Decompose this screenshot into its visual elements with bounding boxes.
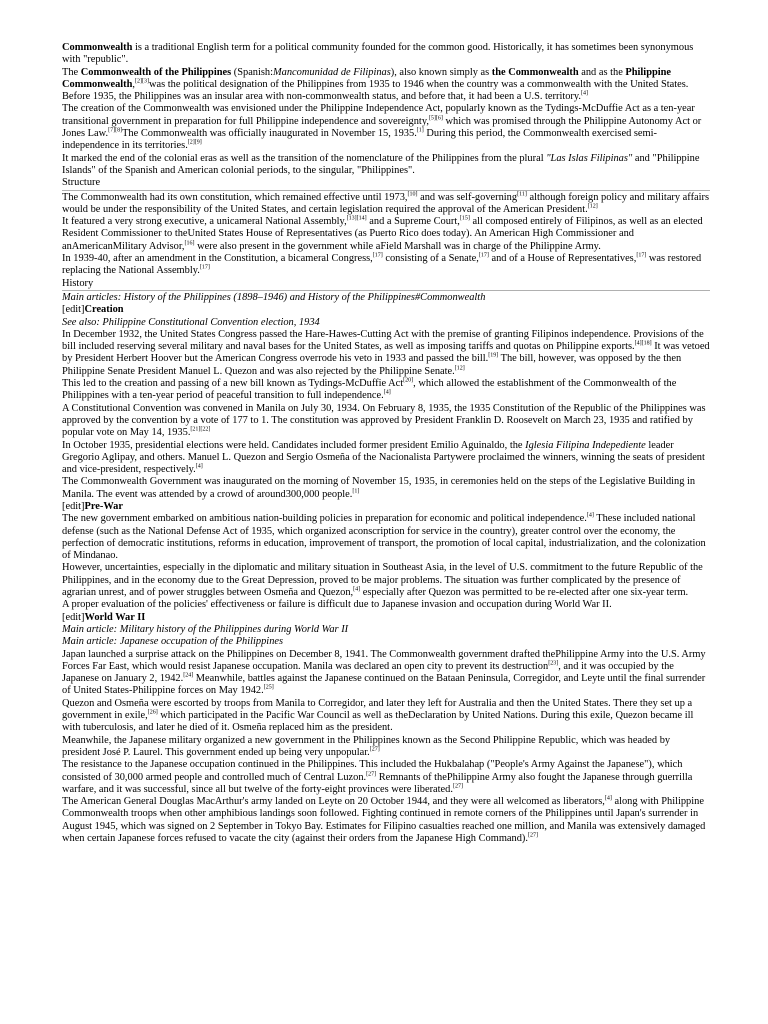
text-run: However, uncertainties, especially in the diplomatic and military situation in Southeast Asia, in the level of U.S. commitment to the future Republic of the Philippines, and in the economy due to the Great Depression, proved to be major problems. The situation was further complicated by the presence of agrarian unrest, and of power struggles between Osmeña and Quezon, bbox=[62, 562, 703, 599]
section-structure bbox=[62, 177, 710, 189]
para-executive bbox=[62, 216, 710, 253]
citation-ref[interactable]: [4] bbox=[353, 586, 361, 593]
text-run: Meanwhile, the Japanese military organized a new government in the Philippines known as the Second Philippine Republic, which was headed by president José P. Laurel. This government ended up being very unpopular. bbox=[62, 734, 671, 758]
bold-text: Commonwealth bbox=[62, 42, 133, 53]
italic-text: Iglesia Filipina Indepediente bbox=[525, 439, 646, 451]
text-run: A proper evaluation of the policies' effectiveness or failure is difficult due to Japanese invasion and occupation during World War II. bbox=[62, 599, 612, 611]
text-run: is a traditional English term for a political community founded for the common good. Historically, it has sometimes been synonymous with "republic". bbox=[62, 42, 694, 66]
para-colonial-eras bbox=[62, 153, 710, 178]
text-run: During this period, the Commonwealth exercised semi-independence in its territories. bbox=[62, 128, 657, 152]
citation-ref[interactable]: [27] bbox=[369, 746, 380, 753]
para-macarthur bbox=[62, 796, 710, 845]
italic-text: Main articles: History of the Philippines (1898–1946) and History of the Philippines#Commonwealth bbox=[62, 291, 486, 303]
section-creation bbox=[62, 304, 710, 316]
text-run: The Commonwealth was officially inaugurated in November 15, 1935. bbox=[122, 128, 417, 140]
text-run: Meanwhile, battles against the Japanese continued on the Bataan Peninsula, Corregidor, and Leyte until the final surrender of United States-Philippine forces on May 1942. bbox=[62, 673, 706, 697]
text-run: In October 1935, presidential elections were held. Candidates included former president Emilio Aguinaldo, the bbox=[62, 439, 526, 451]
para-inauguration bbox=[62, 476, 710, 501]
italic-text: Main article: Military history of the Philippines during World War II bbox=[62, 623, 349, 635]
see-also-convention bbox=[62, 317, 710, 329]
section-world-war-ii bbox=[62, 612, 710, 624]
text-run: were also present in the government while aField Marshall was in charge of the Philippine Army. bbox=[194, 240, 601, 252]
text-run: and "Philippine Islands" of the Spanish and American colonial periods, to the singular, "Philippines". bbox=[62, 152, 700, 176]
text-run: The new government embarked on ambitious nation-building policies in preparation for economic and political independence. bbox=[62, 513, 587, 525]
text-run: It was vetoed by President Herbert Hoover but the American Congress overrode his veto in 1933 and passed the bill. bbox=[62, 341, 710, 365]
edit-link[interactable]: [edit] bbox=[62, 500, 85, 512]
text-run: , and it was occupied by the Japanese on January 2, 1942. bbox=[62, 660, 674, 685]
bold-text: the Commonwealth bbox=[491, 66, 579, 78]
text-run: In 1939-40, after an amendment in the Constitution, a bicameral Congress, bbox=[62, 253, 373, 265]
text-run: although foreign policy and military affairs would be under the responsibility of the United States, and certain legislation required the approval of the American President. bbox=[62, 191, 710, 215]
para-tydings-mcduffie bbox=[62, 378, 710, 403]
para-elections-1935 bbox=[62, 440, 710, 477]
text-run: It featured a very strong executive, a unicameral National Assembly, bbox=[62, 216, 347, 228]
citation-ref[interactable]: [17] bbox=[199, 264, 210, 271]
para-constitutional-convention bbox=[62, 403, 710, 440]
text-run: In December 1932, the United States Congress passed the Hare-Hawes-Cutting Act with the premise of granting Filipinos independence. Provisions of the bill included reserving several military and naval bases for the United States, as well as imposing tariffs and quotas on Philippine exports. bbox=[62, 328, 704, 353]
text-run: which was promised through the Philippine Autonomy Act or Jones Law. bbox=[62, 115, 702, 140]
para-hare-hawes bbox=[62, 329, 710, 378]
text-run: which participated in the Pacific War Council as well as theDeclaration by United Nations. During this exile, Quezon became ill with tuberculosis, and later he died of it. Osmeña replaced him as the president. bbox=[62, 710, 694, 734]
text-run: A Constitutional Convention was convened in Manila on July 30, 1934. On February 8, 1935, the 1935 Constitution of the Republic of the Philippines was approved by the convention by a vote of 177 to 1. The constitution was approved by President Franklin D. Roosevelt on March 23, 1935 and ratified by popular vote on May 14, 1935. bbox=[62, 402, 706, 439]
bold-text: World War II bbox=[84, 611, 146, 623]
citation-ref[interactable]: [13][14] bbox=[346, 215, 367, 222]
citation-ref[interactable]: [2][9] bbox=[187, 139, 202, 146]
text-run: consisting of a Senate, bbox=[382, 253, 479, 265]
citation-ref[interactable]: [11] bbox=[517, 191, 527, 198]
citation-ref[interactable]: [21][22] bbox=[190, 426, 211, 433]
edit-link[interactable]: [edit] bbox=[62, 304, 85, 316]
section-divider bbox=[62, 190, 710, 191]
text-run: ), also known simply as bbox=[390, 66, 492, 78]
text-run: The American General Douglas MacArthur's army landed on Leyte on 20 October 1944, and they were all welcomed as liberators, bbox=[62, 796, 605, 808]
bold-text: Commonwealth of the Philippines bbox=[80, 66, 232, 78]
text-run: all composed entirely of Filipinos, as well as an elected Resident Commissioner to theUnited States House of Representatives (as Puerto Rico does today). An American High Commissioner and anAmericanMilitary Advisor, bbox=[62, 216, 703, 252]
citation-ref[interactable]: [12] bbox=[454, 365, 465, 372]
citation-ref[interactable]: [27] bbox=[366, 771, 377, 778]
bold-text: Creation bbox=[84, 304, 124, 316]
italic-text: Mancomunidad de Filipinas bbox=[273, 66, 391, 78]
citation-ref[interactable]: [4] bbox=[586, 512, 594, 519]
para-creation-envisioned bbox=[62, 103, 710, 152]
para-uncertainties bbox=[62, 562, 710, 599]
para-constitution bbox=[62, 192, 710, 217]
text-run: and was self-governing bbox=[417, 191, 518, 203]
citation-ref[interactable]: [17] bbox=[372, 252, 383, 259]
para-second-republic bbox=[62, 735, 710, 760]
main-article-occupation bbox=[62, 636, 710, 648]
text-run: The bbox=[62, 66, 81, 78]
main-articles-history bbox=[62, 292, 710, 304]
text-run: especially after Quezon was permitted to be re-elected after one six-year term. bbox=[360, 587, 689, 599]
citation-ref[interactable]: [4] bbox=[195, 463, 203, 470]
section-history bbox=[62, 278, 710, 290]
citation-ref[interactable]: [4] bbox=[581, 90, 589, 97]
citation-ref[interactable]: [25] bbox=[263, 684, 274, 691]
text-run: The resistance to the Japanese occupation continued in the Philippines. This included the Hukbalahap ("People's Army Against the Japanese"), which consisted of 30,000 armed people and controlled much of Central Luzon. bbox=[62, 759, 683, 783]
citation-ref[interactable]: [7][8] bbox=[108, 127, 123, 134]
text-run: Japan launched a surprise attack on the Philippines on December 8, 1941. The Commonwealth government drafted thePhilippine Army into the U.S. Army Forces Far East, which would resist Japanese occupation. Manila was declared an open city to prevent its destruction bbox=[62, 648, 706, 672]
para-surprise-attack bbox=[62, 649, 710, 698]
text-run: along with Philippine Commonwealth troops when other amphibious landings soon followed. Fighting continued in remote corners of the Philippines until Japan's surrender in August 1945, which was signed on 2 September in Tokyo Bay. Estimates for Filipino casualties reached one million, and Manila was extensively damaged when certain Japanese forces refused to vacate the city (against their orders from the Japanese High Command). bbox=[62, 796, 706, 844]
citation-ref[interactable]: [15] bbox=[459, 215, 470, 222]
text-run: The Commonwealth had its own constitution, which remained effective until 1973, bbox=[62, 191, 408, 203]
text-run: It marked the end of the colonial eras as well as the transition of the nomenclature of the Philippines from the plural bbox=[62, 152, 547, 164]
para-bicameral bbox=[62, 253, 710, 278]
section-pre-war bbox=[62, 501, 710, 513]
text-run: Remnants of thePhilippine Army also fought the Japanese through guerrilla warfare, and it was successful, since all but twelve of the forty-eight provinces were liberated. bbox=[62, 771, 693, 795]
text-run: and as the bbox=[578, 66, 626, 78]
citation-ref[interactable]: [19] bbox=[488, 352, 499, 359]
text-run: The bill, however, was opposed by the then Philippine Senate President Manuel L. Quezon and was also rejected by the Philippine Senate. bbox=[62, 353, 682, 377]
citation-ref[interactable]: [27] bbox=[452, 783, 463, 790]
bold-text: Philippine Commonwealth bbox=[62, 66, 672, 90]
text-run: Quezon and Osmeña were escorted by troops from Manila to Corregidor, and later they left for Australia and then the United States. There they set up a government in exile, bbox=[62, 697, 693, 722]
citation-ref[interactable]: [24] bbox=[183, 672, 194, 679]
text-run: The Commonwealth Government was inaugurated on the morning of November 15, 1935, in ceremonies held on the steps of the Legislative Building in Manila. The event was attended by a crowd of around300,000 people. bbox=[62, 476, 696, 500]
text-run: (Spanish: bbox=[231, 66, 274, 78]
text-run: Structure bbox=[62, 177, 101, 189]
para-evaluation bbox=[62, 599, 710, 611]
para-resistance bbox=[62, 759, 710, 796]
italic-text: "Las Islas Filipinas" bbox=[546, 152, 633, 164]
text-run: History bbox=[62, 277, 94, 289]
italic-text: Main article: Japanese occupation of the Philippines bbox=[62, 636, 284, 648]
citation-ref[interactable]: [4] bbox=[383, 389, 391, 396]
italic-text: See also: Philippine Constitutional Convention election, 1934 bbox=[62, 316, 320, 328]
citation-ref[interactable]: [10] bbox=[407, 191, 418, 198]
citation-ref[interactable]: [4] bbox=[604, 795, 612, 802]
para-nation-building bbox=[62, 513, 710, 562]
citation-ref[interactable]: [23] bbox=[548, 660, 559, 667]
citation-ref[interactable]: [2][3] bbox=[135, 78, 150, 85]
section-divider bbox=[62, 290, 710, 291]
text-run: , bbox=[132, 78, 136, 90]
citation-ref[interactable]: [17] bbox=[636, 252, 647, 259]
citation-ref[interactable]: [26] bbox=[147, 709, 158, 716]
citation-ref[interactable]: [4][18] bbox=[634, 340, 652, 347]
text-run: , which allowed the establishment of the Commonwealth of the Philippines with a ten-year period of peaceful transition to full independence. bbox=[62, 378, 677, 402]
citation-ref[interactable]: [20] bbox=[403, 377, 414, 384]
citation-ref[interactable]: [17] bbox=[478, 252, 489, 259]
citation-ref[interactable]: [1] bbox=[352, 488, 360, 495]
text-run: leader Gregorio Aglipay, and others. Manuel L. Quezon and Sergio Osmeña of the Nacionalista Partywere proclaimed the winners, winning the seats of president and vice-president, respectively. bbox=[62, 439, 705, 476]
main-article-military bbox=[62, 624, 710, 636]
citation-ref[interactable]: [1] bbox=[416, 127, 424, 134]
para-commonwealth-intro bbox=[62, 42, 710, 67]
text-run: and a Supreme Court, bbox=[366, 216, 460, 228]
citation-ref[interactable]: [12] bbox=[587, 203, 598, 210]
citation-ref[interactable]: [27] bbox=[527, 832, 538, 839]
text-run: was restored replacing the National Assembly. bbox=[62, 253, 702, 277]
citation-ref[interactable]: [16] bbox=[184, 240, 195, 247]
text-run: was the political designation of the Philippines from 1935 to 1946 when the country was a commonwealth with the United States. Before 1935, the Philippines was an insular area with non-commonwealth status, and before that, it had been a U.S. territory. bbox=[62, 78, 689, 103]
para-commonwealth-philippines bbox=[62, 67, 710, 104]
text-run: and of a House of Representatives, bbox=[488, 253, 637, 265]
para-exile bbox=[62, 698, 710, 735]
text-run: This led to the creation and passing of a new bill known as Tydings-McDuffie Act bbox=[62, 378, 404, 390]
bold-text: Pre-War bbox=[84, 500, 123, 512]
text-run: The creation of the Commonwealth was envisioned under the Philippine Independence Act, popularly known as the Tydings-McDuffie Act as a ten-year transitional government in preparation for full Philippine independence and sovereignty, bbox=[62, 103, 695, 127]
document-page bbox=[62, 42, 710, 845]
edit-link[interactable]: [edit] bbox=[62, 611, 85, 623]
citation-ref[interactable]: [5][6] bbox=[428, 115, 443, 122]
text-run: These included national defense (such as the National Defense Act of 1935, which organized aconscription for service in the country), greater control over the economy, the perfection of democratic institutions, reforms in education, improvement of transport, the promotion of local capital, industrialization, and the colonization of Mindanao. bbox=[62, 513, 706, 562]
